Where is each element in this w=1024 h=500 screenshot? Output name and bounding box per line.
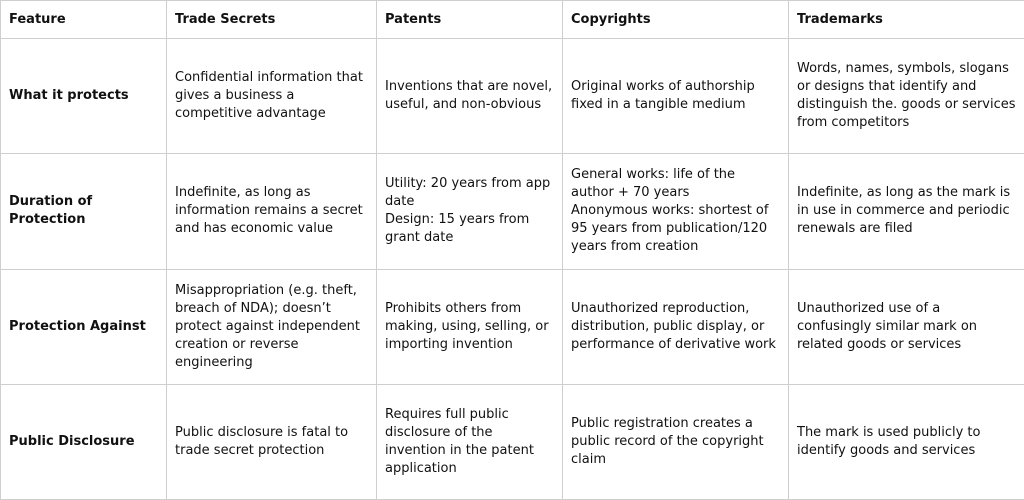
cell-copyrights: Unauthorized reproduction, distribution, public display, or performance of derivative work bbox=[563, 269, 789, 384]
cell-patents: Prohibits others from making, using, selling, or importing invention bbox=[377, 269, 563, 384]
header-patents: Patents bbox=[377, 1, 563, 39]
cell-patents: Utility: 20 years from app date Design: 15 years from grant date bbox=[377, 154, 563, 269]
cell-trade-secrets: Public disclosure is fatal to trade secret protection bbox=[167, 384, 377, 499]
cell-trade-secrets: Confidential information that gives a business a competitive advantage bbox=[167, 39, 377, 154]
cell-trademarks: Indefinite, as long as the mark is in use in commerce and periodic renewals are filed bbox=[789, 154, 1024, 269]
cell-patents: Requires full public disclosure of the invention in the patent application bbox=[377, 384, 563, 499]
row-label-duration-of-protection: Duration of Protection bbox=[1, 154, 167, 269]
cell-trademarks: Unauthorized use of a confusingly similar mark on related goods or services bbox=[789, 269, 1024, 384]
row-label-public-disclosure: Public Disclosure bbox=[1, 384, 167, 499]
cell-copyrights: Public registration creates a public record of the copyright claim bbox=[563, 384, 789, 499]
row-label-what-it-protects: What it protects bbox=[1, 39, 167, 154]
row-label-protection-against: Protection Against bbox=[1, 269, 167, 384]
header-feature: Feature bbox=[1, 1, 167, 39]
cell-copyrights: Original works of authorship fixed in a tangible medium bbox=[563, 39, 789, 154]
table-row bbox=[1, 269, 1024, 384]
table-row bbox=[1, 384, 1024, 499]
header-row bbox=[1, 1, 1024, 39]
cell-trademarks: The mark is used publicly to identify goods and services bbox=[789, 384, 1024, 499]
cell-trademarks: Words, names, symbols, slogans or designs that identify and distinguish the. goods or services from competitors bbox=[789, 39, 1024, 154]
table-row bbox=[1, 154, 1024, 269]
cell-copyrights: General works: life of the author + 70 years Anonymous works: shortest of 95 years from publication/120 years from creation bbox=[563, 154, 789, 269]
header-copyrights: Copyrights bbox=[563, 1, 789, 39]
cell-trade-secrets: Misappropriation (e.g. theft, breach of NDA); doesn’t protect against independent creation or reverse engineering bbox=[167, 269, 377, 384]
header-trademarks: Trademarks bbox=[789, 1, 1024, 39]
header-trade-secrets: Trade Secrets bbox=[167, 1, 377, 39]
cell-patents: Inventions that are novel, useful, and non-obvious bbox=[377, 39, 563, 154]
table-row bbox=[1, 39, 1024, 154]
cell-trade-secrets: Indefinite, as long as information remains a secret and has economic value bbox=[167, 154, 377, 269]
